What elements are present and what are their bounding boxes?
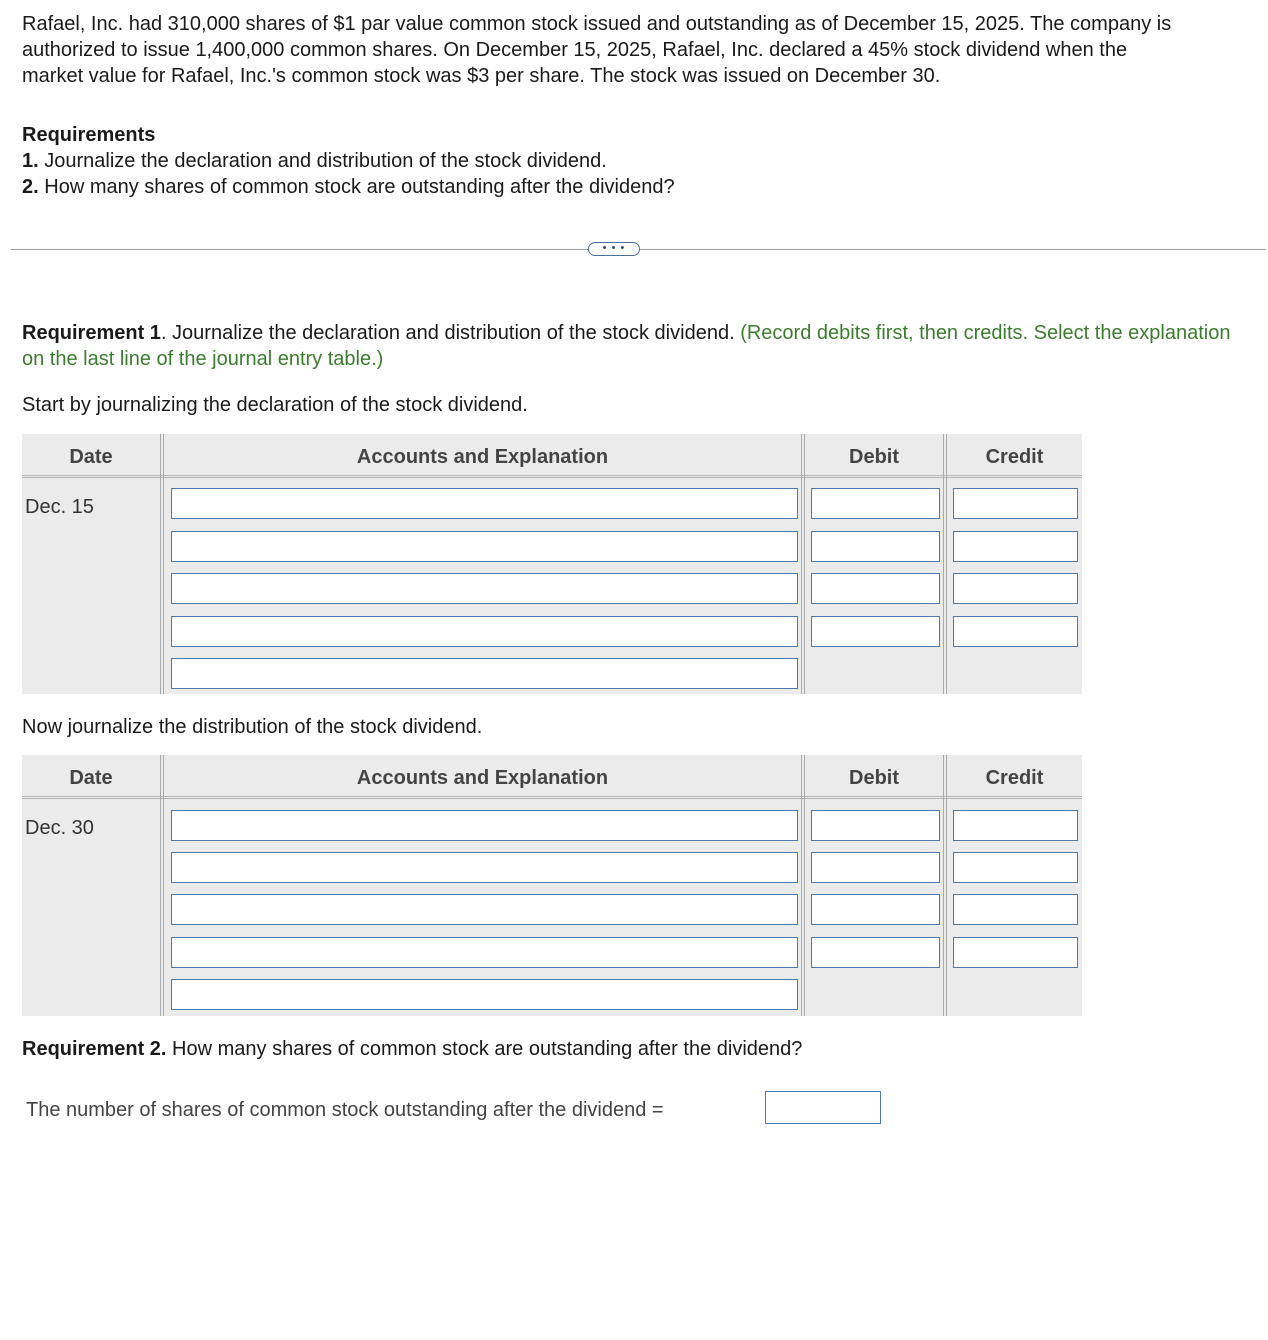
requirement-item-text: How many shares of common stock are outstanding after the dividend? xyxy=(44,176,675,198)
column-divider xyxy=(160,755,164,1016)
requirement1-label: Requirement 1 xyxy=(22,322,161,344)
requirement-item-1 xyxy=(22,150,607,173)
debit-header: Debit xyxy=(849,767,899,789)
account-input[interactable] xyxy=(171,616,798,647)
column-divider xyxy=(160,434,164,694)
debit-input[interactable] xyxy=(811,488,940,519)
account-input[interactable] xyxy=(171,894,798,925)
explanation-input[interactable] xyxy=(171,658,798,689)
declaration-prompt: Start by journalizing the declaration of the stock dividend. xyxy=(22,394,528,416)
requirement-item-number: 1. xyxy=(22,150,39,172)
requirement1-instruction: (Record debits first, then credits. Select the explanation on the last line of the journal entry table.) xyxy=(22,322,1231,370)
account-input[interactable] xyxy=(171,810,798,841)
entry-date: Dec. 15 xyxy=(25,496,94,518)
explanation-input[interactable] xyxy=(171,979,798,1010)
entry-date: Dec. 30 xyxy=(25,817,94,839)
debit-input[interactable] xyxy=(811,894,940,925)
requirement-item-text: Journalize the declaration and distribution of the stock dividend. xyxy=(44,150,607,172)
account-input[interactable] xyxy=(171,937,798,968)
accounts-header: Accounts and Explanation xyxy=(356,767,609,789)
account-input[interactable] xyxy=(171,531,798,562)
debit-header: Debit xyxy=(849,446,899,468)
requirement-item-2 xyxy=(22,176,675,199)
credit-input[interactable] xyxy=(953,852,1078,883)
distribution-journal-table xyxy=(22,755,1082,1016)
requirement-item-number: 2. xyxy=(22,176,39,198)
requirements-title: Requirements xyxy=(22,124,156,146)
requirement1-heading xyxy=(22,320,1252,372)
column-divider xyxy=(801,434,805,694)
declaration-journal-table xyxy=(22,434,1082,694)
debit-input[interactable] xyxy=(811,937,940,968)
credit-input[interactable] xyxy=(953,937,1078,968)
credit-input[interactable] xyxy=(953,573,1078,604)
more-options-button[interactable]: • • • xyxy=(588,242,640,256)
credit-header: Credit xyxy=(985,767,1044,789)
requirement2-text: How many shares of common stock are outstanding after the dividend? xyxy=(166,1038,803,1060)
problem-text-line1: Rafael, Inc. had 310,000 shares of $1 par value common stock issued and outstanding as of December 15, 2025. The company is authorized to issue 1,400,000 common shares. On December 15, 2025, Rafael, Inc. declared a 45% stock dividend when the xyxy=(22,13,1172,61)
problem-statement xyxy=(22,11,1242,89)
accounts-header: Accounts and Explanation xyxy=(356,446,609,468)
date-header: Date xyxy=(69,446,113,468)
credit-input[interactable] xyxy=(953,894,1078,925)
credit-header: Credit xyxy=(985,446,1044,468)
requirement1-text: . Journalize the declaration and distribution of the stock dividend. xyxy=(160,322,735,344)
requirement2-heading xyxy=(22,1038,802,1061)
requirement2-label: Requirement 2. xyxy=(22,1038,167,1060)
credit-input[interactable] xyxy=(953,616,1078,647)
credit-input[interactable] xyxy=(953,488,1078,519)
distribution-prompt: Now journalize the distribution of the stock dividend. xyxy=(22,716,483,738)
shares-outstanding-input[interactable] xyxy=(765,1091,881,1124)
credit-input[interactable] xyxy=(953,531,1078,562)
problem-text-line2: market value for Rafael, Inc.'s common stock was $3 per share. The stock was issued on December 30. xyxy=(22,65,941,87)
debit-input[interactable] xyxy=(811,573,940,604)
debit-input[interactable] xyxy=(811,810,940,841)
column-divider xyxy=(943,434,947,694)
date-header: Date xyxy=(69,767,113,789)
credit-input[interactable] xyxy=(953,810,1078,841)
debit-input[interactable] xyxy=(811,616,940,647)
debit-input[interactable] xyxy=(811,852,940,883)
shares-outstanding-label: The number of shares of common stock outstanding after the dividend = xyxy=(26,1099,664,1121)
debit-input[interactable] xyxy=(811,531,940,562)
account-input[interactable] xyxy=(171,488,798,519)
account-input[interactable] xyxy=(171,573,798,604)
column-divider xyxy=(801,755,805,1016)
column-divider xyxy=(943,755,947,1016)
account-input[interactable] xyxy=(171,852,798,883)
